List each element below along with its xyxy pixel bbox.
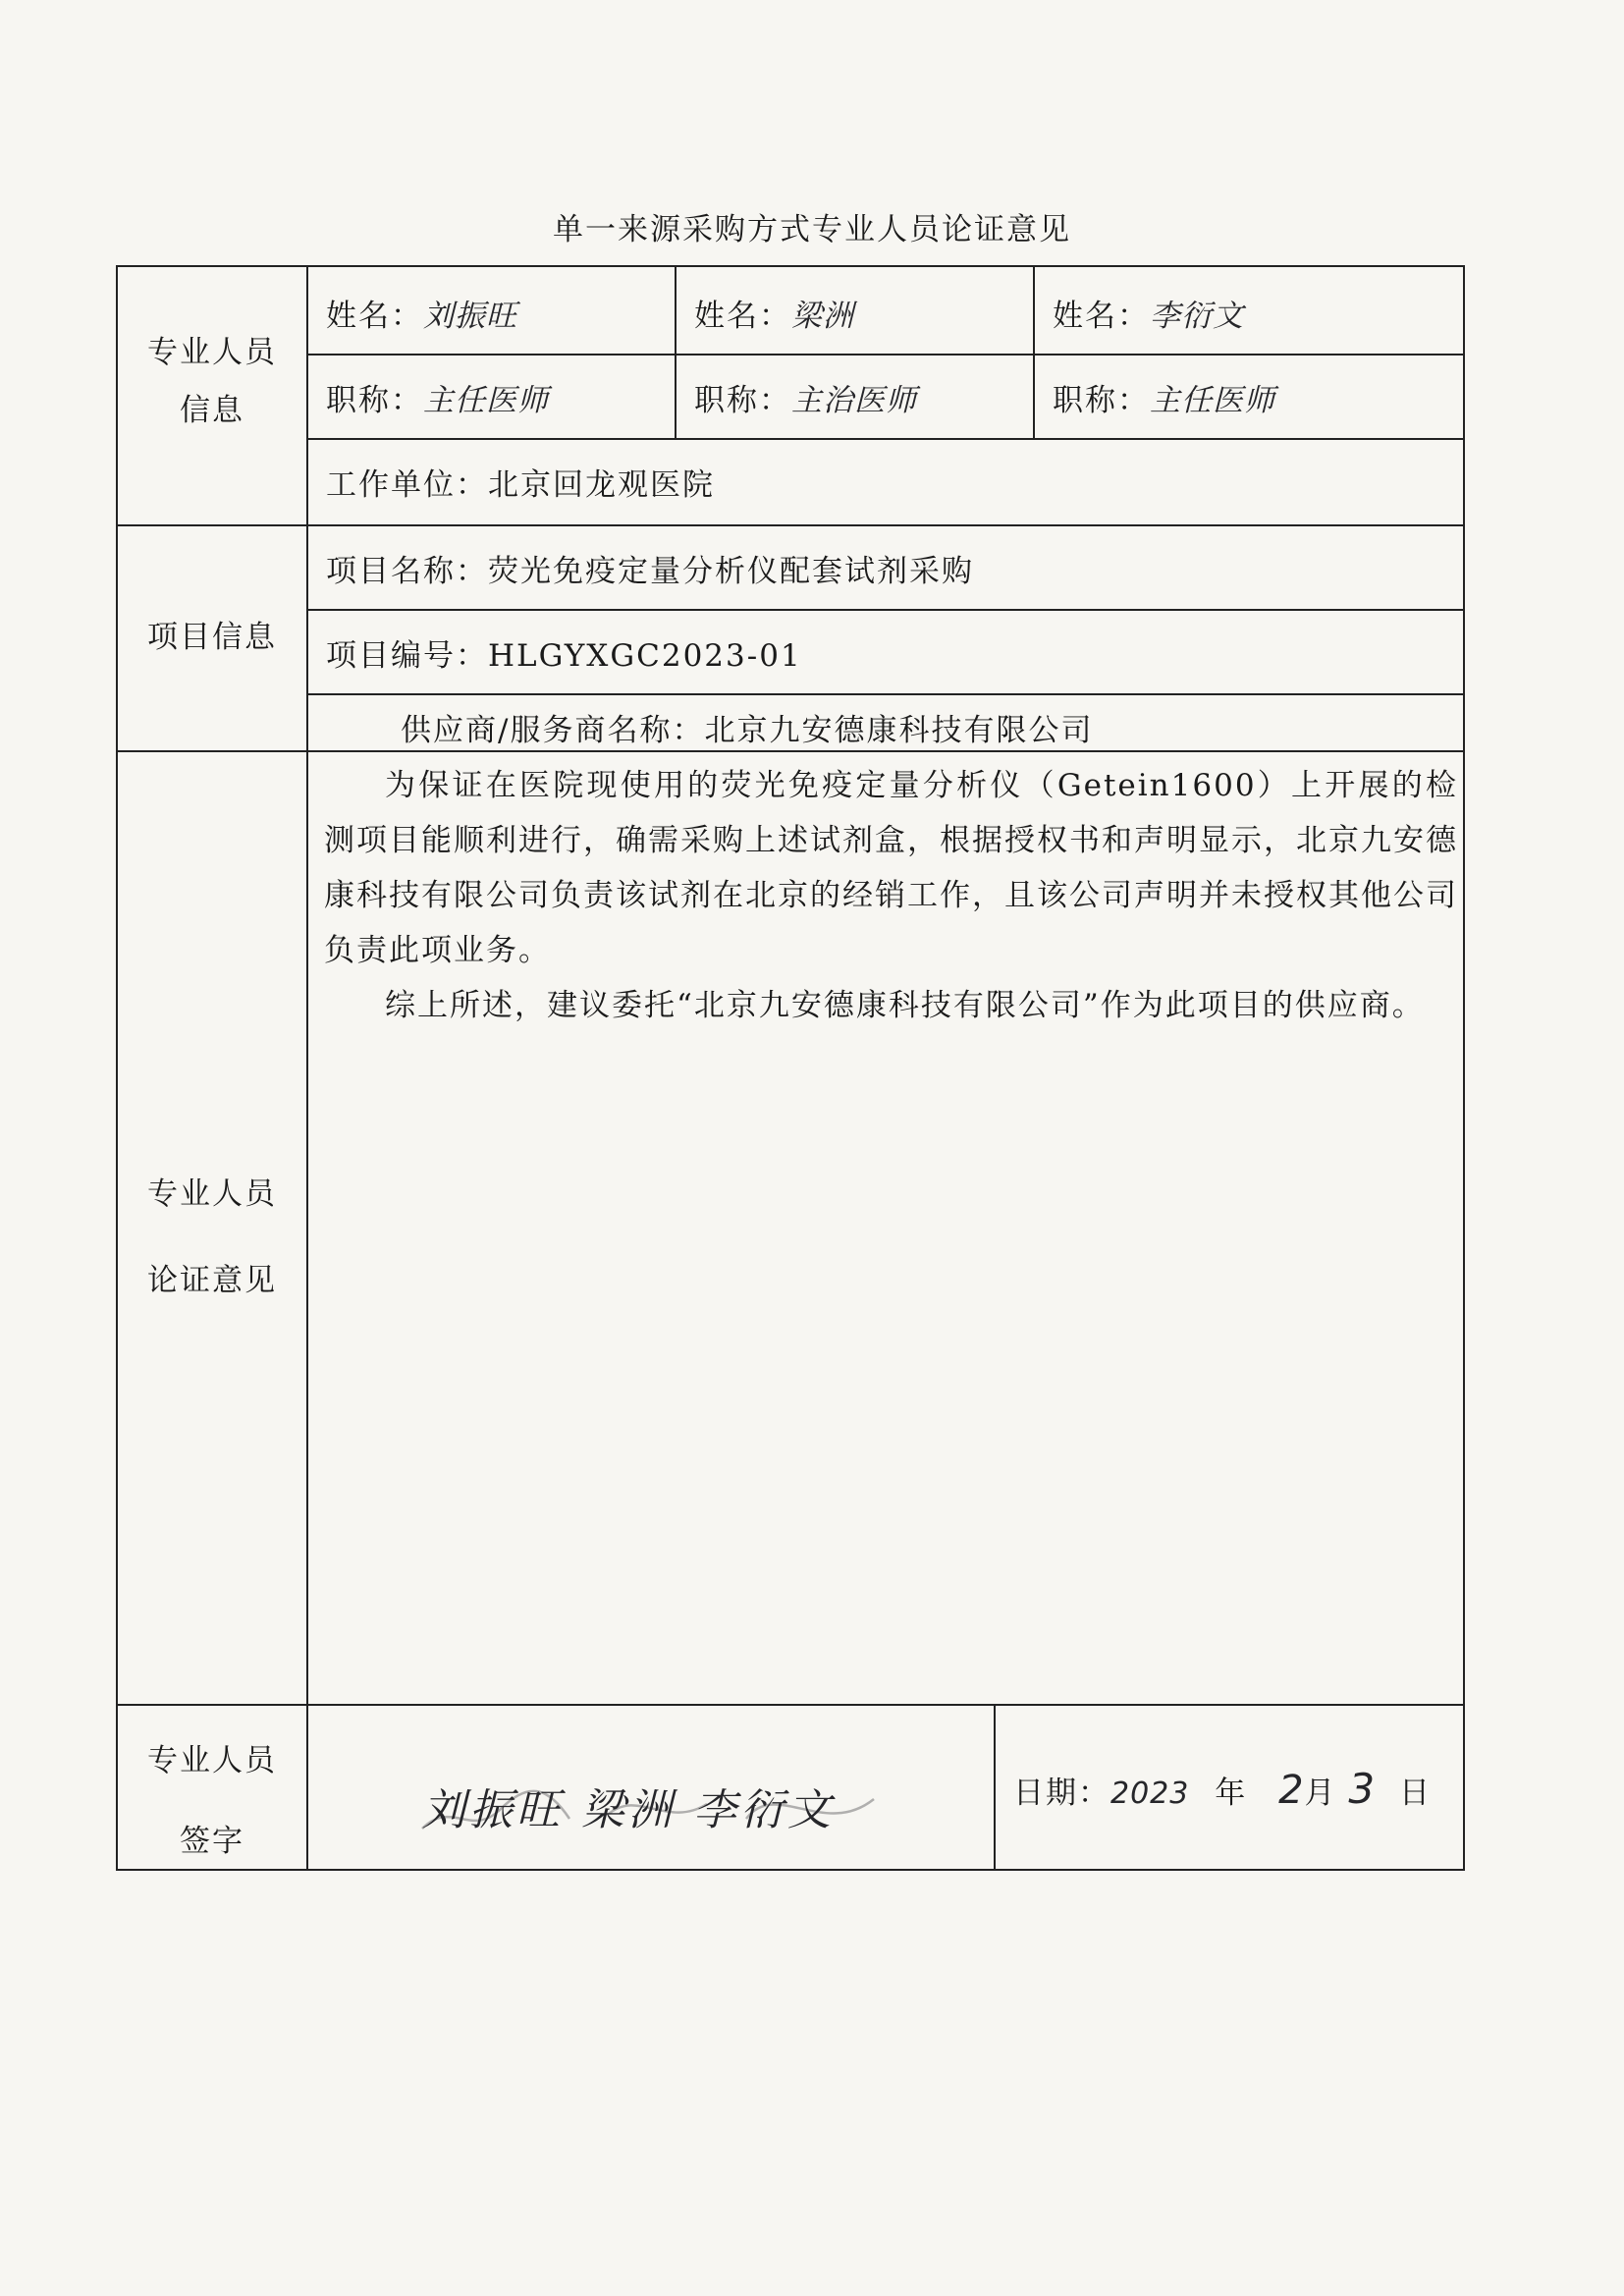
row-divider [306,354,1465,355]
left-column-divider [306,267,308,1871]
expert-1-title: 主任医师 [423,383,549,418]
project-section-label: 项目信息 [147,620,277,655]
date-month: 2 [1278,1768,1305,1813]
document-title: 单一来源采购方式专业人员论证意见 [553,212,1071,247]
supplier-value: 北京九安德康科技有限公司 [704,713,1094,748]
row-divider [306,438,1465,440]
personnel-section-label: 专业人员 信息 [147,335,277,428]
expert-3-title-field: 职称：主任医师 [1053,383,1275,418]
column-divider [675,267,677,438]
workplace-field: 工作单位：北京回龙观医院 [326,467,715,503]
expert-3-name: 李衍文 [1150,299,1244,334]
supplier-field: 供应商/服务商名称：北京九安德康科技有限公司 [401,713,1094,748]
project-number-value: HLGYXGC2023-01 [488,638,802,674]
row-divider [306,609,1465,611]
date-day: 3 [1348,1765,1377,1813]
row-divider [306,693,1465,695]
expert-3-name-field: 姓名：李衍文 [1053,299,1244,334]
section-divider [118,750,1465,752]
opinion-section-label: 专业人员 论证意见 [147,1176,277,1298]
expert-1-title-field: 职称：主任医师 [326,383,549,418]
project-number-field: 项目编号：HLGYXGC2023-01 [326,638,802,674]
signer-3: 李衍文 [693,1785,835,1835]
section-divider [118,1704,1465,1706]
expert-2-name: 梁洲 [791,299,854,334]
section-divider [118,524,1465,526]
expert-1-name: 刘振旺 [423,299,517,334]
expert-2-title-field: 职称：主治医师 [694,383,917,418]
opinion-paragraph-2: 综上所述，建议委托“北京九安德康科技有限公司”作为此项目的供应商。 [385,988,1425,1023]
expert-3-title: 主任医师 [1150,383,1275,418]
opinion-paragraph-1: 为保证在医院现使用的荧光免疫定量分析仪（Getein1600）上开展的检测项目能顺利进行，确需采购上述试剂盒，根据授权书和声明显示，北京九安德康科技有限公司负责该试剂在北京的经销工作，且该公司声明并未授权其他公司负责此项业务。 [324,768,1458,968]
column-divider [1033,267,1035,438]
column-divider [994,1704,996,1871]
project-name-value: 荧光免疫定量分析仪配套试剂采购 [488,554,974,589]
handwritten-signature-icon [412,1760,923,1848]
workplace-value: 北京回龙观医院 [488,467,715,503]
date-field: 日期：2023 年 2月 3 日 [1013,1765,1432,1813]
signature-section-label: 专业人员 签字 [147,1743,277,1859]
opinion-form [116,265,1465,1871]
signer-1: 刘振旺 [422,1785,564,1835]
signer-2: 梁洲 [581,1785,676,1835]
expert-2-name-field: 姓名：梁洲 [694,299,854,334]
project-name-field: 项目名称：荧光免疫定量分析仪配套试剂采购 [326,554,974,589]
date-year: 2023 [1110,1777,1190,1811]
expert-2-title: 主治医师 [791,383,917,418]
expert-1-name-field: 姓名：刘振旺 [326,299,517,334]
